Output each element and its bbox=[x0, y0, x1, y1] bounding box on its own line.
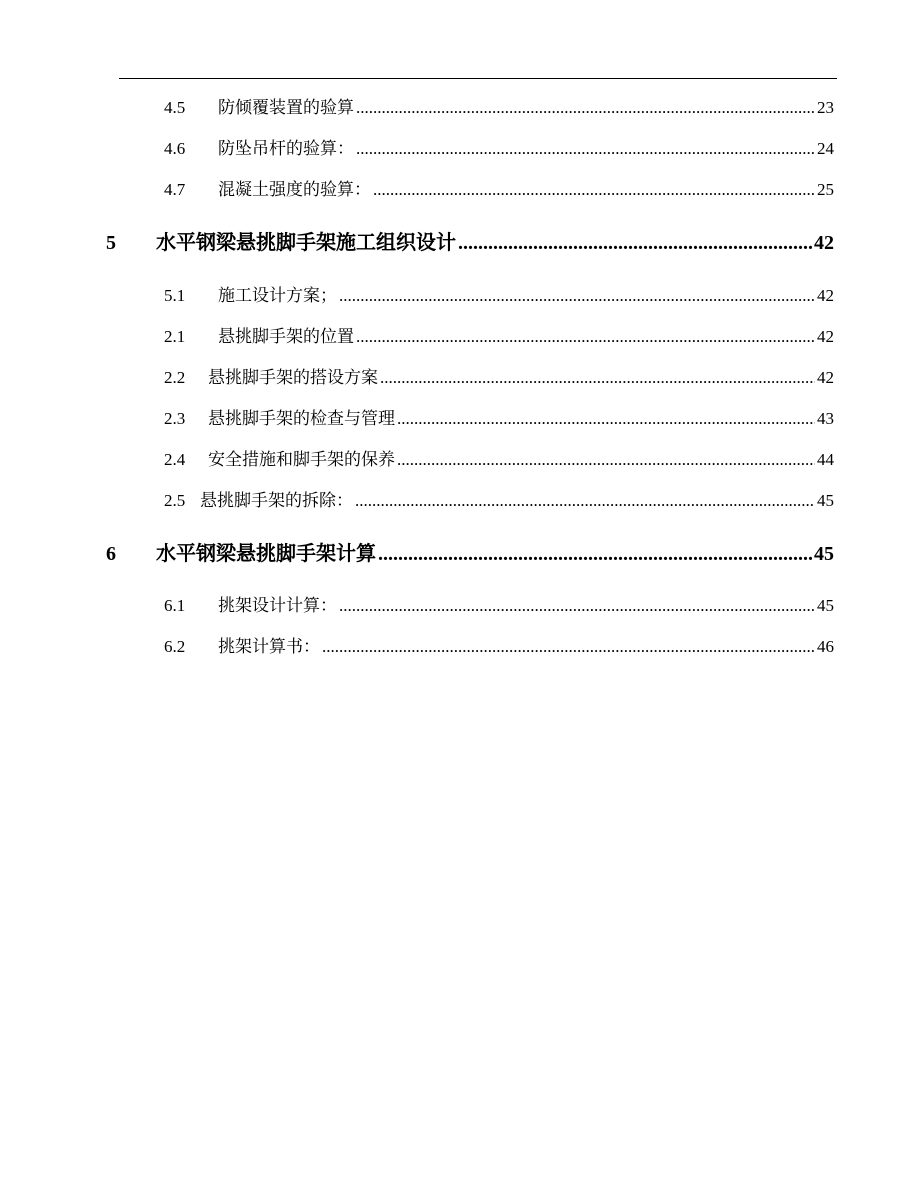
toc-dot-leader bbox=[373, 179, 815, 201]
toc-dot-leader bbox=[380, 367, 815, 389]
toc-chapter-page: 45 bbox=[814, 543, 834, 565]
toc-chapter-page: 42 bbox=[814, 232, 834, 254]
toc-entry-title: 挑架设计计算： bbox=[218, 596, 337, 616]
toc-entry-page: 24 bbox=[817, 139, 834, 158]
toc-entry-number: 2.2 bbox=[164, 368, 186, 387]
toc-entry-4-7[interactable] bbox=[164, 179, 834, 201]
toc-entry-page: 45 bbox=[817, 596, 834, 615]
toc-entry-title: 悬挑脚手架的检查与管理 bbox=[208, 409, 395, 429]
toc-entry-title: 悬挑脚手架的搭设方案 bbox=[208, 368, 378, 388]
toc-entry-4-5[interactable] bbox=[164, 97, 834, 119]
toc-entry-2-5[interactable] bbox=[164, 490, 834, 512]
toc-entry-number: 2.1 bbox=[164, 327, 186, 346]
toc-dot-leader bbox=[356, 326, 815, 348]
toc-dot-leader bbox=[397, 408, 815, 430]
toc-entry-title: 混凝土强度的验算： bbox=[218, 180, 371, 200]
toc-entry-title: 悬挑脚手架的拆除： bbox=[200, 491, 353, 511]
toc-entry-title: 悬挑脚手架的位置 bbox=[218, 327, 354, 347]
toc-dot-leader bbox=[322, 636, 815, 658]
toc-dot-leader bbox=[356, 97, 815, 119]
toc-dot-leader bbox=[355, 490, 815, 512]
toc-entry-6-1[interactable] bbox=[164, 595, 834, 617]
toc-entry-title: 安全措施和脚手架的保养 bbox=[208, 450, 395, 470]
toc-entry-title: 防坠吊杆的验算： bbox=[218, 139, 354, 159]
toc-entry-number: 2.5 bbox=[164, 491, 186, 510]
toc-entry-4-6[interactable] bbox=[164, 138, 834, 160]
toc-entry-page: 42 bbox=[817, 368, 834, 387]
toc-entry-number: 6.2 bbox=[164, 637, 186, 656]
toc-entry-title: 挑架计算书： bbox=[218, 637, 320, 657]
toc-entry-number: 4.5 bbox=[164, 98, 186, 117]
toc-entry-2-1[interactable] bbox=[164, 326, 834, 348]
toc-entry-page: 44 bbox=[817, 450, 834, 469]
toc-entry-title: 施工设计方案； bbox=[218, 286, 337, 306]
toc-entry-page: 46 bbox=[817, 637, 834, 656]
toc-chapter-title: 水平钢梁悬挑脚手架计算 bbox=[156, 541, 376, 565]
toc-dot-leader bbox=[397, 449, 815, 471]
toc-entry-number: 4.6 bbox=[164, 139, 186, 158]
toc-entry-number: 6.1 bbox=[164, 596, 186, 615]
toc-chapter-6[interactable] bbox=[106, 540, 834, 567]
toc-dot-leader bbox=[458, 230, 812, 256]
toc-chapter-title: 水平钢梁悬挑脚手架施工组织设计 bbox=[156, 230, 456, 254]
toc-entry-2-4[interactable] bbox=[164, 449, 834, 471]
toc-chapter-number: 5 bbox=[106, 232, 116, 254]
toc-entry-title: 防倾覆装置的验算 bbox=[218, 98, 354, 118]
toc-entry-2-3[interactable] bbox=[164, 408, 834, 430]
toc-chapter-number: 6 bbox=[106, 543, 116, 565]
toc-entry-page: 45 bbox=[817, 491, 834, 510]
toc-entry-2-2[interactable] bbox=[164, 367, 834, 389]
toc-entry-6-2[interactable] bbox=[164, 636, 834, 658]
toc-entry-number: 2.3 bbox=[164, 409, 186, 428]
toc-entry-number: 4.7 bbox=[164, 180, 186, 199]
toc-entry-5-1[interactable] bbox=[164, 285, 834, 307]
toc-dot-leader bbox=[378, 541, 812, 567]
toc-dot-leader bbox=[339, 595, 815, 617]
toc-entry-page: 43 bbox=[817, 409, 834, 428]
toc-dot-leader bbox=[339, 285, 815, 307]
toc-chapter-5[interactable] bbox=[106, 229, 834, 256]
toc-entry-page: 42 bbox=[817, 327, 834, 346]
toc-entry-number: 2.4 bbox=[164, 450, 186, 469]
toc-entry-number: 5.1 bbox=[164, 286, 186, 305]
toc-dot-leader bbox=[356, 138, 815, 160]
toc-entry-page: 23 bbox=[817, 98, 834, 117]
toc-entry-page: 42 bbox=[817, 286, 834, 305]
toc-entry-page: 25 bbox=[817, 180, 834, 199]
